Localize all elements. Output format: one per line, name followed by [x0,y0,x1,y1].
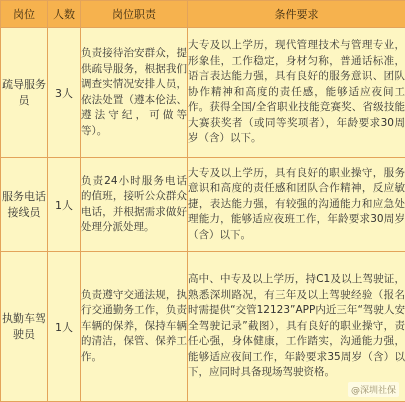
row-duties: 负责24小时服务电话的值班，接听公众群众电话，并根据需求做好处理分派处理。 [81,158,188,252]
row-count: 1人 [48,252,81,402]
row-position: 执勤车驾驶员 [1,252,48,402]
row-duties: 负责接待治安群众，提供疏导服务，根据我们调查实情况安排人员，依法处置（遵本伦法、遵法守纪，可做等等）。 [81,28,188,158]
watermark-label: @深圳社保 [348,382,399,397]
row-duties: 负责遵守交通法规，执行交通勤务工作，负责车辆的保养，保持车辆的清洁，保管、保养工作。 [81,252,188,402]
row-position: 疏导服务员 [1,28,48,158]
row-requirements: 大专及以上学历，现代管理技术与管理专业，形象佳，工作稳定，身材匀称，普通话标准，语言表达能力强，具有良好的服务意识、团队协作精神和高度的责任感，能够适应夜间工作。获得全国/全省职业技能竞赛奖、省级技能大赛获奖者（或同等奖项者），年龄要求30周岁（含）以下。 [188,28,405,158]
row-requirements: 大专及以上学历，具有良好的职业操守，服务意识和高度的责任感和团队合作精神，反应敏捷，表达能力强，有较强的沟通能力和应急处理能力，能够适应夜班工作，年龄要求30周岁（含）以下。 [188,158,405,252]
row-requirements: 高中、中专及以上学历，持C1及以上驾驶证，熟悉深圳路况，有三年及以上驾驶经验（报名时需提供“交管12123”APP内近三年“驾驶人安全驾驶记录”截图），具有良好的职业操守，责任心强，身体健康，工作踏实，沟通能力强，能够适应夜间工作，年龄要求35周岁（含）以下，应同时具备现场驾驶资格。 [188,252,405,402]
header-position: 岗位 [1,1,48,28]
table-row [1,252,405,402]
table-row [1,28,405,158]
header-duties: 岗位职责 [81,1,188,28]
row-position: 服务电话接线员 [1,158,48,252]
header-requirements: 条件要求 [188,1,405,28]
row-count: 1人 [48,158,81,252]
row-count: 3人 [48,28,81,158]
header-count: 人数 [48,1,81,28]
table-row [1,158,405,252]
table-header-row [1,1,405,28]
